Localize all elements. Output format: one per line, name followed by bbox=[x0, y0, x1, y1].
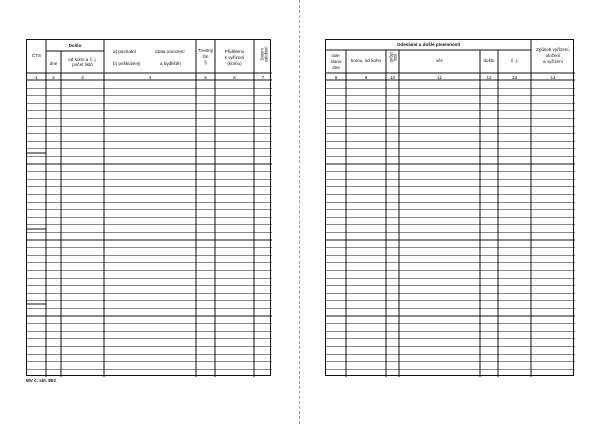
form-code-footer: MV č. skl. 802 bbox=[26, 378, 56, 383]
col-number: 11 bbox=[437, 74, 442, 80]
col-doslo-header: došlo bbox=[483, 58, 495, 63]
col-group-doslo: Došlo bbox=[68, 43, 82, 48]
left-form-grid bbox=[27, 40, 272, 377]
right-form-grid bbox=[326, 40, 575, 377]
col-number: 10 bbox=[389, 74, 396, 80]
col-number: 2 bbox=[52, 74, 55, 80]
col-number: 6 bbox=[233, 74, 236, 80]
col-od-koho-header-line1: od koho a č. j. bbox=[68, 57, 97, 62]
col-data-narozeni-header: (data narození bbox=[155, 49, 185, 54]
col-datum-zalozeni-header-line1: Datum bbox=[259, 48, 265, 61]
right-correspondence-form bbox=[325, 39, 574, 376]
col-odeslano-header-line1: ode- bbox=[331, 53, 341, 58]
col-number: 9 bbox=[364, 74, 368, 80]
col-number: 3 bbox=[81, 74, 84, 80]
col-zpusob-vyrizeni-header-line3: a vyřízení bbox=[543, 59, 563, 64]
col-number: 12 bbox=[486, 74, 492, 80]
col-zpusob-vyrizeni-header-line2: uložení bbox=[545, 53, 561, 58]
col-poskozeny-header: b) poškozený bbox=[113, 61, 141, 66]
col-trestny-cin-header-line3: § bbox=[204, 60, 207, 65]
col-bydliste-header: a bydliště) bbox=[160, 61, 181, 66]
col-cislo-jednaci-header: č. j. bbox=[510, 58, 519, 63]
col-number: 7 bbox=[261, 74, 265, 80]
col-number: 5 bbox=[204, 74, 207, 80]
col-trestny-cin-header-line1: Trestný bbox=[197, 48, 214, 53]
col-od-koho-header-line2: počet listů bbox=[72, 62, 93, 67]
col-prideleno-header-line2: k vyřízení bbox=[224, 55, 245, 60]
col-zpusob-vyrizeni-header-line1: Způsob vyřízení, bbox=[536, 47, 570, 52]
left-register-form bbox=[26, 39, 271, 376]
col-odeslano-header-line2: slano bbox=[330, 59, 342, 64]
col-dne-header: dne bbox=[49, 61, 58, 66]
col-prideleno-header-line1: Přiděleno bbox=[224, 49, 245, 54]
col-number: 4 bbox=[148, 74, 152, 80]
col-pocet-listu-header-line1: počet bbox=[388, 52, 394, 63]
page-fold-divider bbox=[299, 0, 300, 424]
col-group-odeslane-dosle: Odeslané a došlé písemnosti bbox=[396, 42, 461, 47]
col-number: 8 bbox=[334, 74, 338, 80]
col-trestny-cin-header-line2: čin bbox=[202, 54, 209, 59]
col-pachatel-header: a) pachatel bbox=[113, 49, 136, 54]
col-prideleno-header-line3: (komu) bbox=[227, 61, 242, 66]
col-cts-header: ČTS bbox=[31, 53, 42, 58]
col-vec-header: věc bbox=[435, 58, 444, 63]
col-datum-zalozeni-header-line2: založení bbox=[263, 46, 269, 63]
col-number: 14 bbox=[550, 74, 556, 80]
col-number: 13 bbox=[511, 74, 518, 80]
col-number: 1 bbox=[35, 74, 38, 80]
col-odeslano-header-line3: dne bbox=[332, 65, 340, 70]
col-pocet-listu-header-line2: listů bbox=[392, 53, 398, 62]
col-komu-header: komu, od koho bbox=[350, 58, 382, 63]
